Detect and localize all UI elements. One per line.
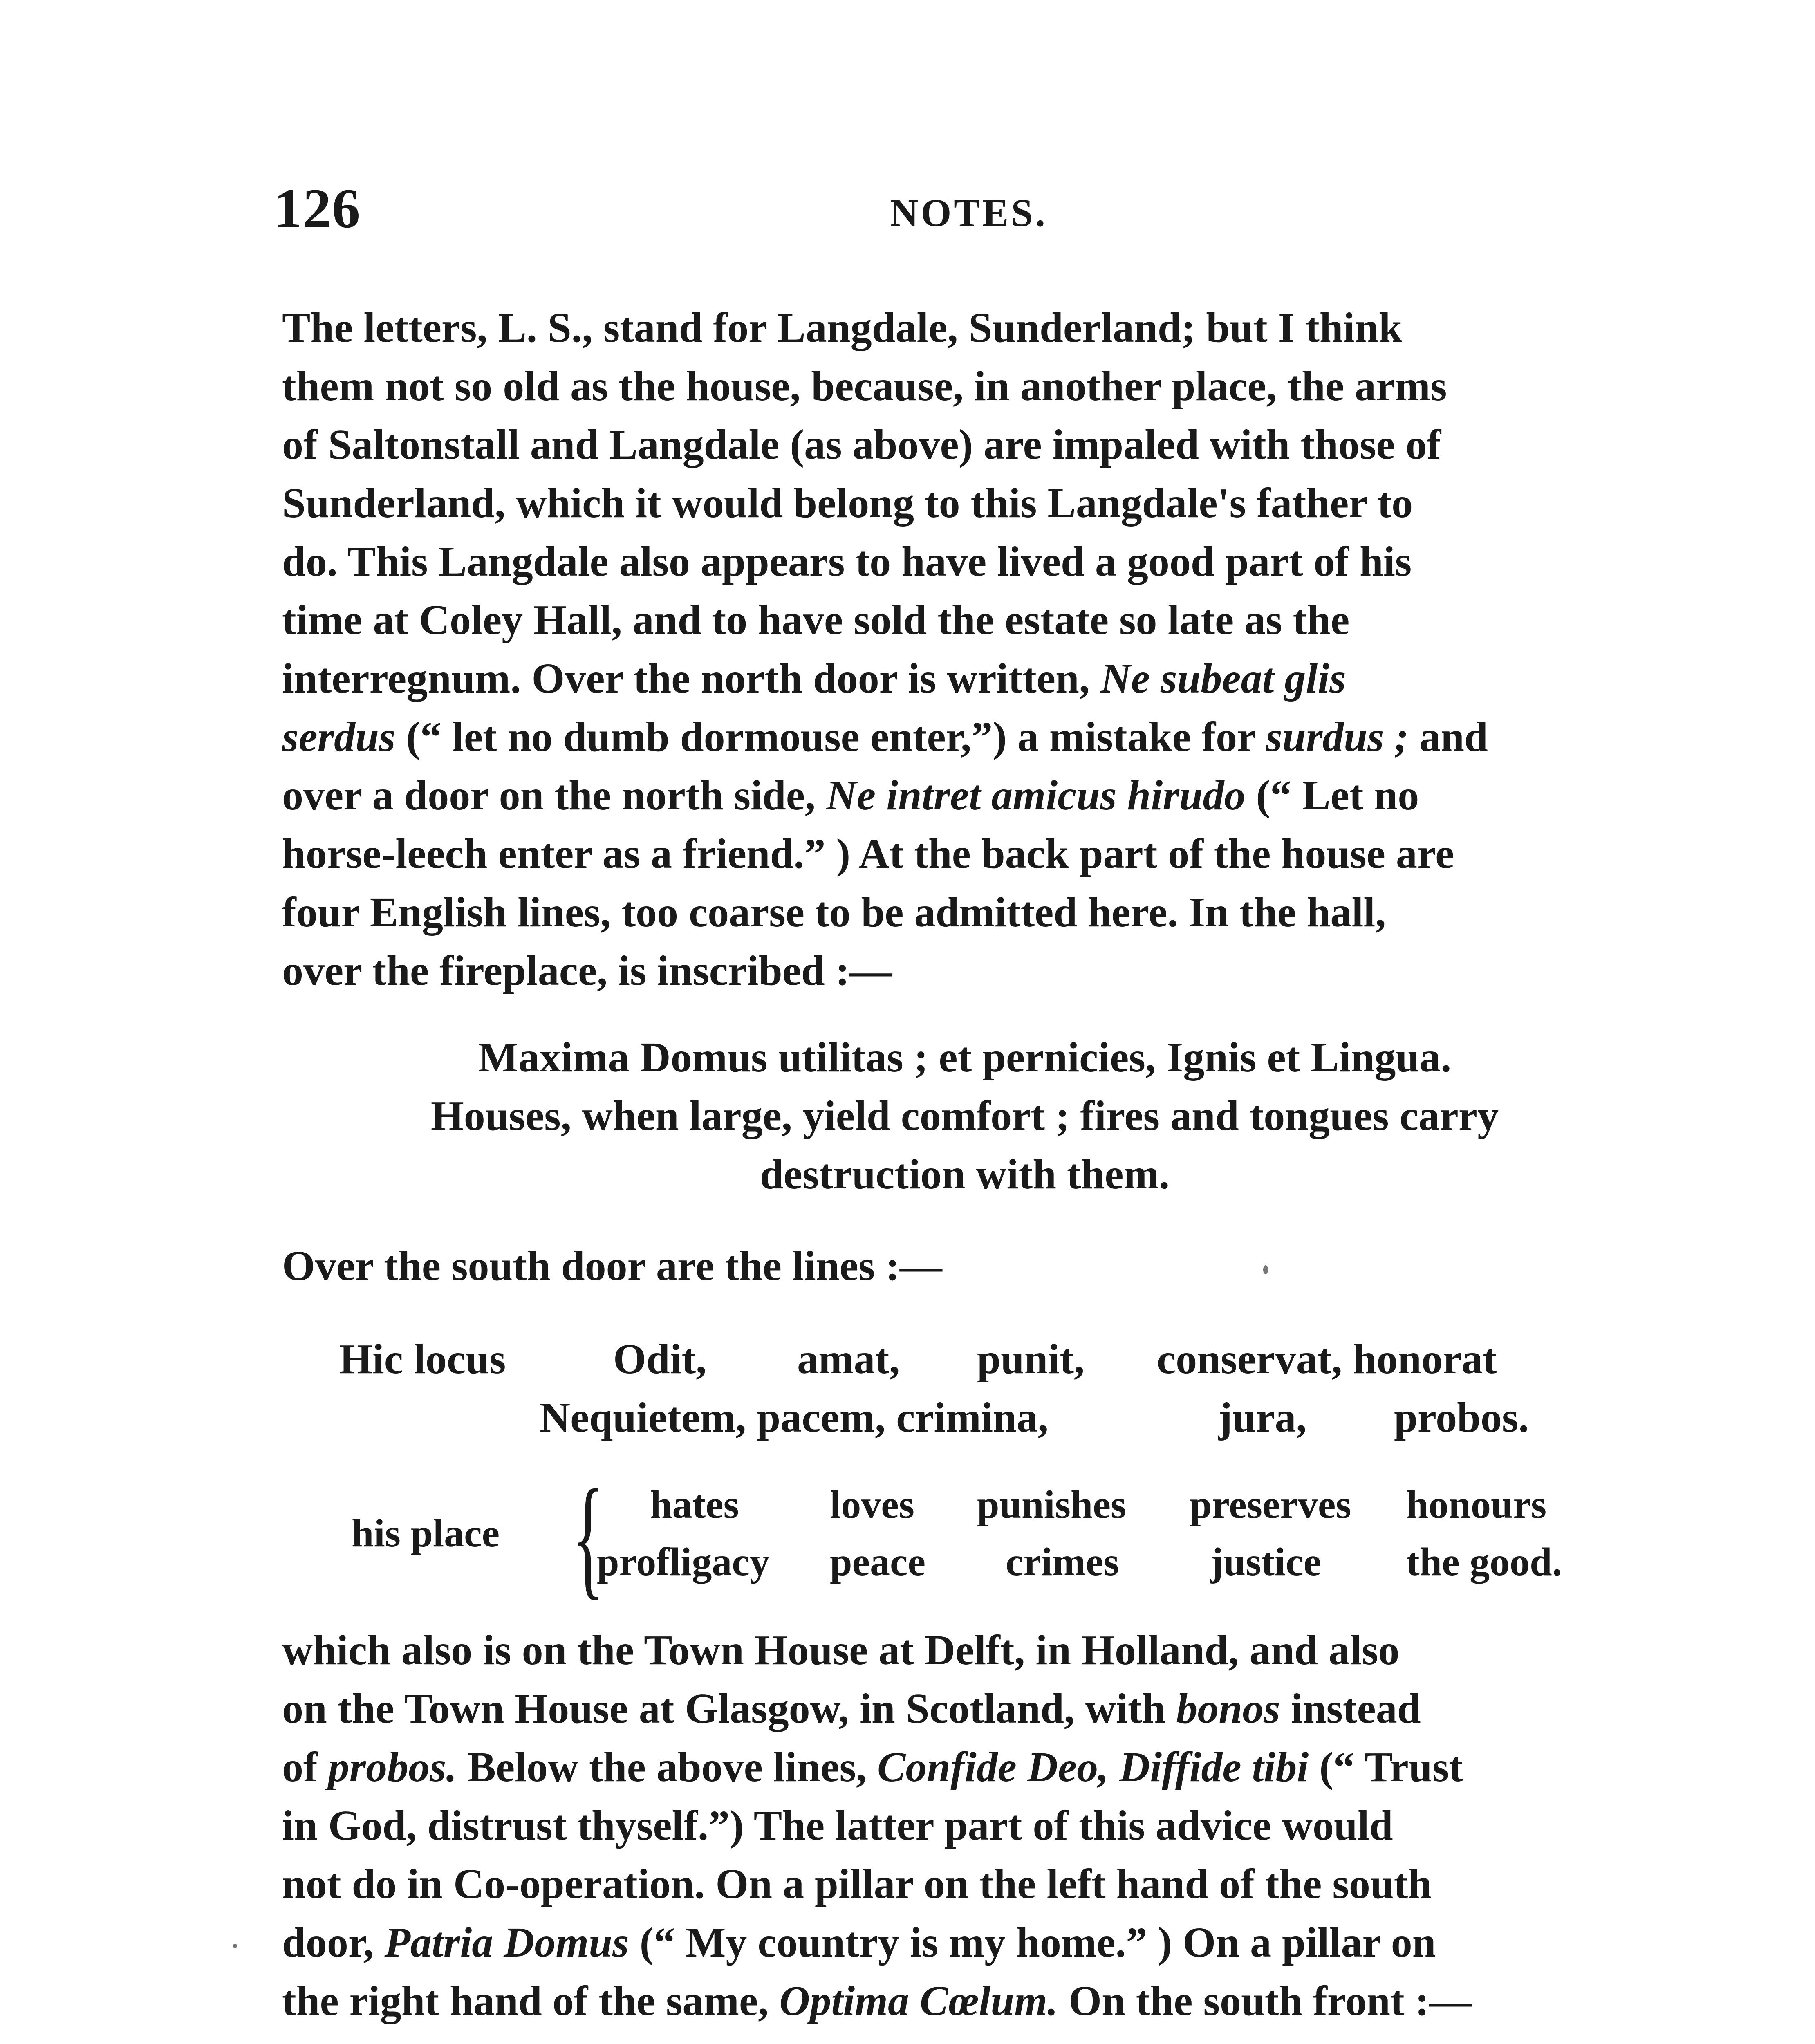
latin-phrase: Patria Domus bbox=[384, 1919, 629, 1966]
translation-label: his place bbox=[352, 1511, 500, 1555]
text-line: in God, distrust thyself.”) The latter part of this advice would bbox=[282, 1802, 1393, 1849]
text-line: which also is on the Town House at Delft, in Holland, and also bbox=[282, 1627, 1400, 1674]
curly-brace: { bbox=[572, 1462, 605, 1611]
page-number: 126 bbox=[274, 177, 361, 240]
translation-word: peace bbox=[830, 1540, 925, 1584]
text-line: them not so old as the house, because, in another place, the arms bbox=[282, 363, 1447, 410]
text-line: horse-leech enter as a friend.” ) At the back part of the house are bbox=[282, 830, 1454, 877]
motto-latin-row-2 bbox=[0, 1393, 1815, 1450]
latin-phrase: Confide Deo, Diffide tibi bbox=[877, 1744, 1309, 1791]
motto-word: jura, bbox=[1218, 1394, 1307, 1441]
latin-phrase: serdus bbox=[282, 713, 396, 760]
motto-word: amat, bbox=[797, 1336, 900, 1383]
translation-word: honours bbox=[1406, 1483, 1547, 1527]
motto-word: Hic locus bbox=[339, 1336, 506, 1383]
translation-word: the good. bbox=[1406, 1540, 1562, 1584]
paragraph-town-house bbox=[282, 1621, 1647, 2030]
translation-word: crimes bbox=[1006, 1540, 1119, 1584]
text-line: four English lines, too coarse to be admitted here. In the hall, bbox=[282, 889, 1386, 936]
scan-speck bbox=[1263, 1265, 1268, 1274]
translation-word: hates bbox=[650, 1483, 739, 1527]
text-line: over the fireplace, is inscribed :— bbox=[282, 947, 892, 994]
fireplace-inscription: Maxima Domus utilitas ; et pernicies, Ignis et Lingua. Houses, when large, yield comfort ; fires and tongues carry destruction with them. bbox=[430, 1034, 1499, 1198]
translation-row-1 bbox=[0, 1482, 1815, 1535]
latin-phrase: surdus ; bbox=[1266, 713, 1409, 760]
translation-word: loves bbox=[830, 1483, 914, 1527]
text-line: The letters, L. S., stand for Langdale, Sunderland; but I think bbox=[282, 304, 1403, 351]
page-header bbox=[274, 176, 1664, 258]
text-line: of probos. Below the above lines, Confide Deo, Diffide tibi (“ Trust bbox=[282, 1744, 1463, 1791]
scan-speck bbox=[233, 1944, 237, 1948]
south-front-verse bbox=[452, 2042, 1277, 2044]
paragraph-langdale-arms bbox=[282, 298, 1647, 1000]
text-line: interregnum. Over the north door is written, Ne subeat glis bbox=[282, 655, 1346, 702]
motto-word: punit, bbox=[977, 1336, 1085, 1383]
translation-word: punishes bbox=[977, 1483, 1127, 1527]
translation-row-2 bbox=[0, 1539, 1815, 1592]
text-line: serdus (“ let no dumb dormouse enter,”) a mistake for surdus ; and bbox=[282, 713, 1488, 760]
translation-word: justice bbox=[1210, 1540, 1322, 1584]
text-line: over a door on the north side, Ne intret amicus hirudo (“ Let no bbox=[282, 772, 1419, 819]
motto-word: Odit, bbox=[613, 1336, 707, 1383]
text-line: door, Patria Domus (“ My country is my home.” ) On a pillar on bbox=[282, 1919, 1436, 1966]
motto-word: Nequietem, pacem, crimina, bbox=[540, 1394, 1049, 1441]
motto-latin-row-1 bbox=[0, 1335, 1815, 1392]
translation-word: preserves bbox=[1190, 1483, 1351, 1527]
motto-word: probos. bbox=[1394, 1394, 1529, 1441]
latin-phrase: Ne intret amicus hirudo bbox=[826, 772, 1246, 819]
text-line: not do in Co-operation. On a pillar on the left hand of the south bbox=[282, 1860, 1432, 1907]
text-line: on the Town House at Glasgow, in Scotland, with bonos instead bbox=[282, 1685, 1421, 1732]
south-door-intro: Over the south door are the lines :— bbox=[282, 1242, 942, 1289]
latin-phrase: Ne subeat glis bbox=[1100, 655, 1346, 702]
text-line: the right hand of the same, Optima Cœlum. On the south front :— bbox=[282, 1977, 1472, 2024]
motto-word: conservat, honorat bbox=[1157, 1336, 1497, 1383]
running-head: NOTES. bbox=[890, 191, 1048, 235]
text-line: Sunderland, which it would belong to this Langdale's father to bbox=[282, 480, 1413, 527]
latin-phrase: Optima Cœlum. bbox=[779, 1977, 1058, 2024]
text-line: of Saltonstall and Langdale (as above) are impaled with those of bbox=[282, 421, 1441, 468]
text-line: do. This Langdale also appears to have lived a good part of his bbox=[282, 538, 1412, 585]
text-line: time at Coley Hall, and to have sold the estate so late as the bbox=[282, 596, 1350, 643]
translation-word: profligacy bbox=[597, 1540, 770, 1584]
